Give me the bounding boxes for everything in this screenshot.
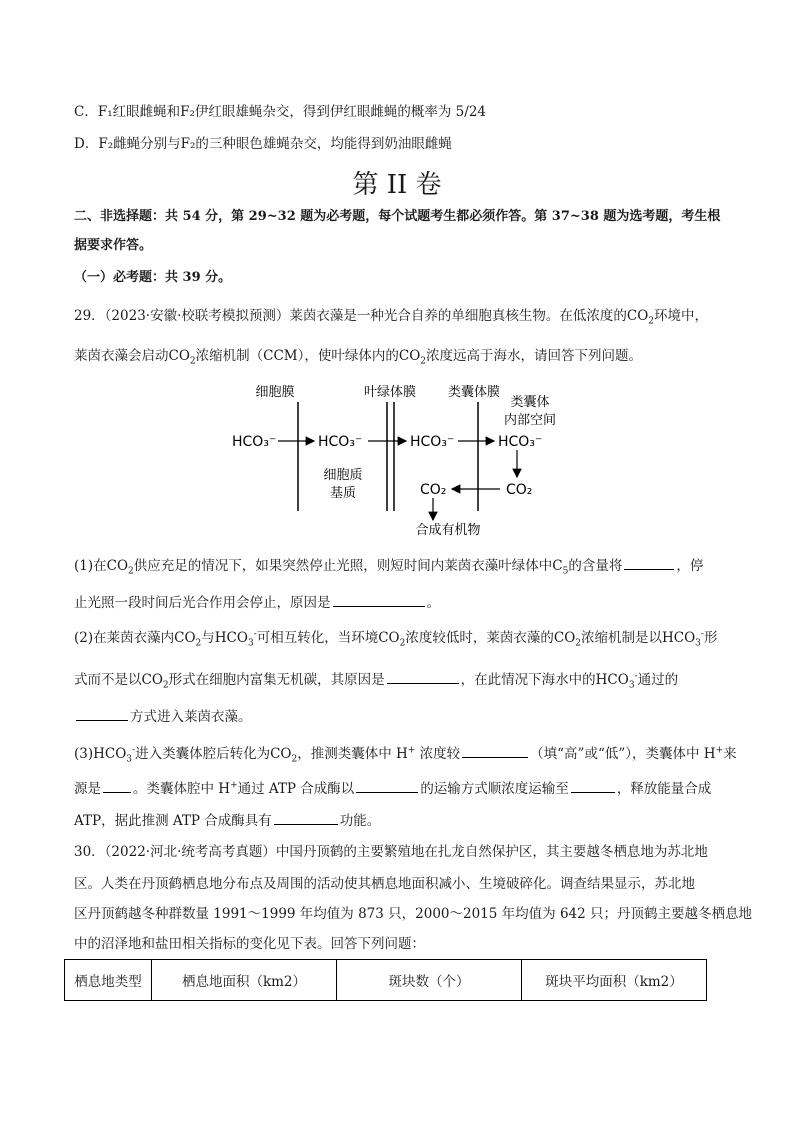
ccm-diagram bbox=[200, 378, 590, 543]
hco3-cytoplasm: HCO₃⁻ bbox=[318, 434, 363, 450]
q29-part2-line-3: 方式进入莱茵衣藻。 bbox=[74, 706, 252, 727]
q29-stem-line-2 bbox=[74, 346, 642, 366]
label-cytoplasm-1: 细胞质 bbox=[323, 468, 363, 483]
answer-blank[interactable] bbox=[356, 778, 418, 793]
q30-line-3: 区丹顶鹤越冬种群数量 1991～1999 年均值为 873 只，2000～2015 年均值为 642 只；丹顶鹤主要越冬栖息地 bbox=[74, 906, 752, 922]
table-header-cell: 栖息地面积（km2） bbox=[152, 960, 337, 1001]
section-intro-line-1: 二、非选择题：共 54 分，第 29~32 题为必考题，每个试题考生都必须作答。第 37~38 题为选考题，考生根 bbox=[74, 209, 721, 224]
q29-part2-line-2: 式而不是以$CO_2$形式在细胞内富集无机碳，其原因是 ，在此情况下海水中的$HCO_3^-$通过的 bbox=[74, 669, 678, 690]
label-thylakoid-space-1: 类囊体 bbox=[510, 395, 550, 410]
section-intro-line-2: 据要求作答。 bbox=[74, 238, 153, 253]
text: 浓缩机制（CCM），使叶绿体内的 bbox=[195, 348, 399, 364]
hco3-outside: HCO₃⁻ bbox=[232, 434, 277, 450]
table-header-row bbox=[65, 960, 707, 1001]
q30-line-2: 区。人类在丹顶鹤栖息地分布点及周围的活动使其栖息地面积减小、生境破碎化。调查结果显示，苏北地 bbox=[74, 876, 695, 892]
text: 29．（2023·安徽·校联考模拟预测）莱茵衣藻是一种光合自养的单细胞真核生物。在低浓度的 bbox=[74, 308, 627, 324]
co2-formula: $CO_2$ bbox=[398, 348, 427, 367]
option-c: C．F₁红眼雌蝇和F₂伊红眼雄蝇杂交，得到伊红眼雌蝇的概率为 5/24 bbox=[74, 104, 486, 120]
q29-part3-line-1: $(3)HCO_3^-$进入类囊体腔后转化为$CO_2$，推测类囊体中 H+ 浓度较 （填“高”或“低”），类囊体中 H+来 bbox=[74, 743, 737, 764]
co2-formula: $CO_2$ bbox=[168, 348, 196, 367]
hco3-thylakoid: HCO₃⁻ bbox=[498, 434, 543, 450]
habitat-table bbox=[64, 959, 707, 1001]
text: 环境中， bbox=[654, 308, 709, 324]
co2-stroma: CO₂ bbox=[420, 482, 447, 498]
answer-blank[interactable] bbox=[571, 778, 615, 793]
hco3-stroma: HCO₃⁻ bbox=[410, 434, 455, 450]
answer-blank[interactable] bbox=[103, 778, 131, 793]
table-header-cell: 栖息地类型 bbox=[65, 960, 152, 1001]
text: 浓度远高于海水，请回答下列问题。 bbox=[426, 348, 643, 364]
label-thylakoid-membrane: 类囊体膜 bbox=[447, 385, 501, 400]
label-cytoplasm-2: 基质 bbox=[329, 486, 357, 501]
label-chloroplast-membrane: 叶绿体膜 bbox=[363, 385, 417, 400]
option-d: D．F₂雌蝇分别与F₂的三种眼色雄蝇杂交，均能得到奶油眼雌蝇 bbox=[74, 136, 452, 152]
label-cell-membrane: 细胞膜 bbox=[255, 385, 295, 400]
answer-blank[interactable] bbox=[624, 555, 674, 570]
q30-line-4: 中的沼泽地和盐田相关指标的变化见下表。回答下列问题： bbox=[74, 936, 425, 952]
q29-part2-line-1: (2)在莱茵衣藻内$CO_2$与$HCO_3^-$可相互转化，当环境$CO_2$浓度较低时，莱茵衣藻的$CO_2$浓缩机制是以$HCO_3^-$形 bbox=[74, 629, 718, 649]
label-thylakoid-space-2: 内部空间 bbox=[503, 413, 557, 428]
answer-blank[interactable] bbox=[387, 669, 459, 684]
co2-thylakoid: CO₂ bbox=[506, 482, 533, 498]
q29-part3-line-2: 源是 。类囊体腔中 H+通过 ATP 合成酶以 的运输方式顺浓度运输至 ，释放能量合成 bbox=[74, 778, 711, 799]
q29-part1-line-2: 止光照一段时间后光合作用会停止，原因是 。 bbox=[74, 592, 440, 613]
answer-blank[interactable] bbox=[462, 743, 528, 758]
co2-formula: $CO_2$ bbox=[626, 308, 655, 327]
q29-part1-line-1: (1)在$CO_2$供应充足的情况下，如果突然停止光照，则短时间内莱茵衣藻叶绿体中$C_5$的含量将 ，停 bbox=[74, 555, 703, 576]
table-header-cell: 斑块数（个） bbox=[337, 960, 522, 1001]
answer-blank[interactable] bbox=[274, 810, 338, 825]
table-header-cell: 斑块平均面积（km2） bbox=[522, 960, 707, 1001]
q29-part3-line-3: ATP，据此推测 ATP 合成酶具有 功能。 bbox=[74, 810, 380, 831]
q29-stem-line-1 bbox=[74, 306, 708, 326]
section-title: 第 II 卷 bbox=[352, 170, 442, 200]
answer-blank[interactable] bbox=[76, 706, 128, 721]
label-synthesis: 合成有机物 bbox=[415, 523, 481, 538]
q30-line-1: 30．（2022·河北·统考高考真题）中国丹顶鹤的主要繁殖地在扎龙自然保护区，其主要越冬栖息地为苏北地 bbox=[74, 844, 708, 860]
subsection-heading: （一）必考题：共 39 分。 bbox=[74, 270, 232, 285]
text: 莱茵衣藻会启动 bbox=[74, 348, 169, 364]
answer-blank[interactable] bbox=[333, 592, 425, 607]
